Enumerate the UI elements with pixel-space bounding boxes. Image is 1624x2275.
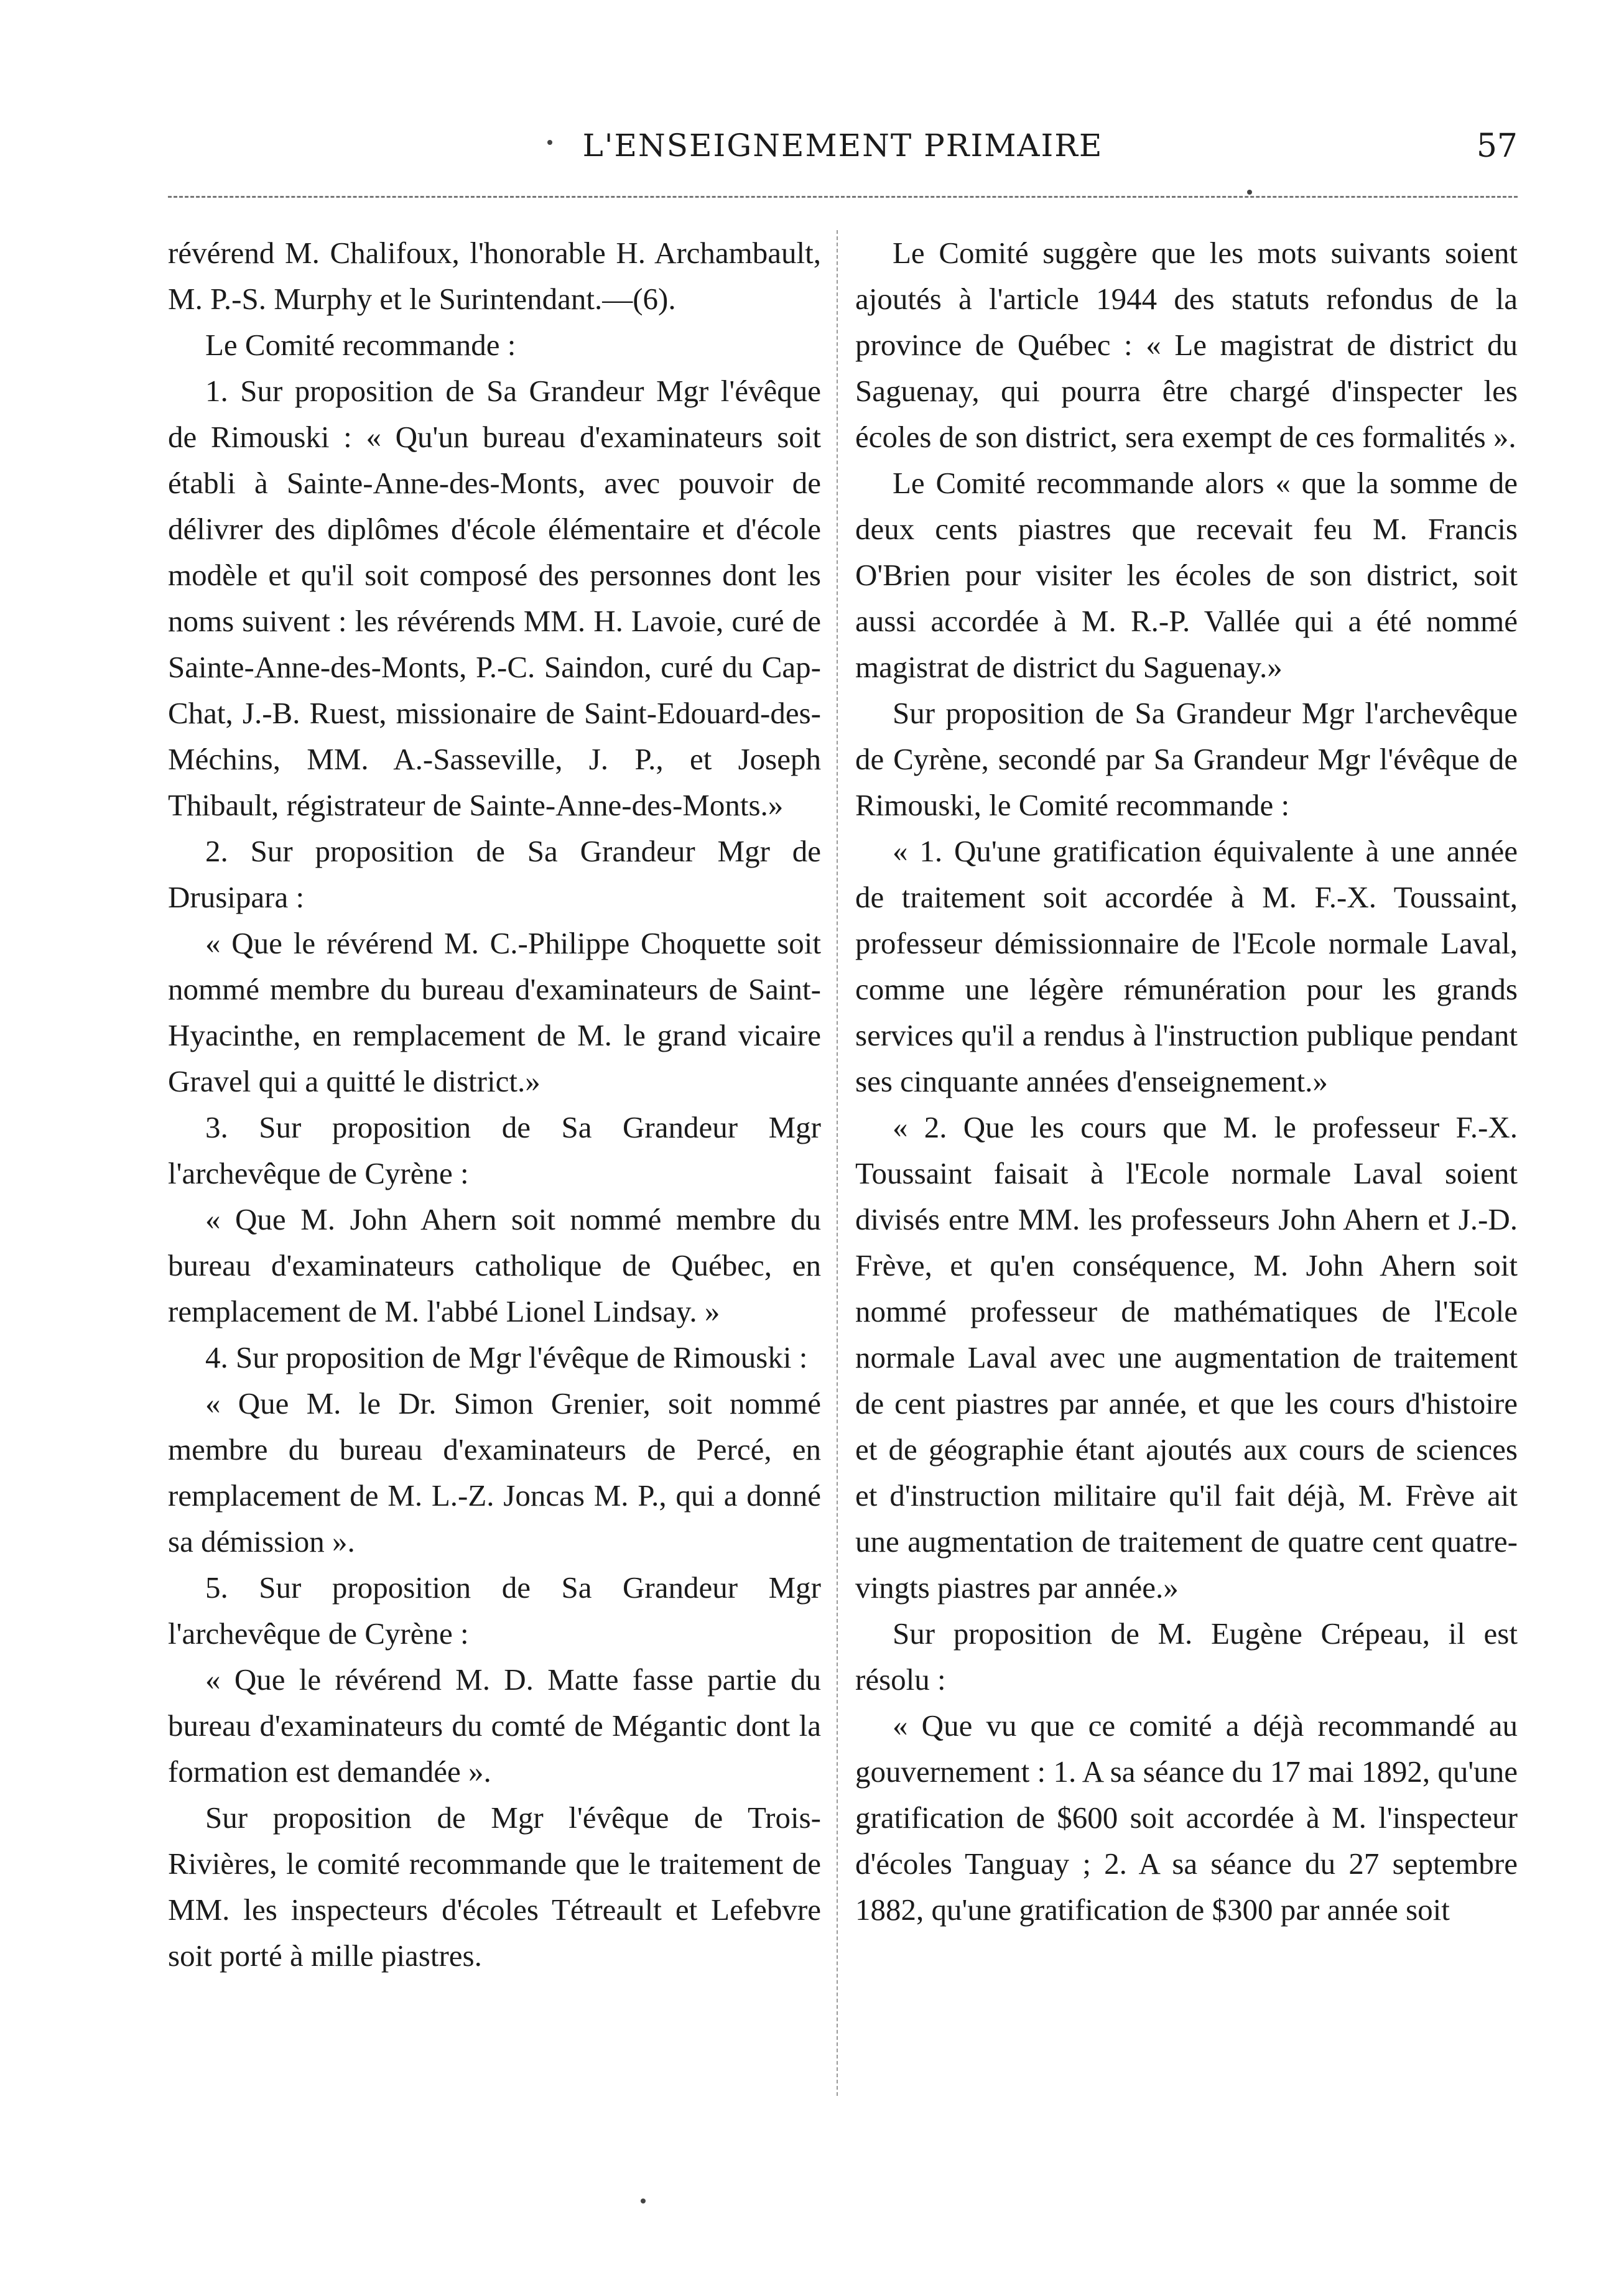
paragraph: Le Comité recommande : — [205, 328, 516, 362]
print-speck — [641, 2199, 646, 2203]
running-title: L'ENSEIGNEMENT PRIMAIRE — [582, 127, 1103, 164]
paragraph: 5. Sur proposition de Sa Grandeur Mgr l'archevêque de Cyrène : — [168, 1570, 821, 1651]
paragraph: 4. Sur proposition de Mgr l'évêque de Rimouski : — [205, 1340, 808, 1374]
paragraph: « Que le révérend M. D. Matte fasse partie du bureau d'examinateurs du comté de Mégantic dont la formation est demandée ». — [168, 1662, 821, 1789]
paragraph: « Que M. John Ahern soit nommé membre du bureau d'examinateurs catholique de Québec, en remplacement de M. l'abbé Lionel Lindsay. » — [168, 1202, 821, 1328]
paragraph: « 2. Que les cours que M. le professeur F.-X. Toussaint faisait à l'Ecole normale Laval soient divisés entre MM. les professeurs John Ahern et J.-D. Frève, et qu'en conséquence, M. John Ahern soit nommé professeur de mathématiques de l'Ecole normale Laval avec une augmentation de traitement de cent piastres par année, et que les cours d'histoire et de géographie étant ajoutés aux cours de sciences et d'instruction militaire qu'il fait déjà, M. Frève ait une augmentation de traitement de quatre cent quatre-vingts piastres par année.» — [855, 1110, 1518, 1605]
print-speck — [547, 140, 552, 145]
paragraph: 1. Sur proposition de Sa Grandeur Mgr l'évêque de Rimouski : « Qu'un bureau d'examinateurs soit établi à Sainte-Anne-des-Monts, avec pouvoir de délivrer des diplômes d'école élémentaire et d'école modèle et qu'il soit composé des personnes dont les noms suivent : les révérends MM. H. Lavoie, curé de Sainte-Anne-des-Monts, P.-C. Saindon, curé du Cap-Chat, J.-B. Ruest, missionaire de Saint-Edouard-des-Méchins, MM. A.-Sasseville, J. P., et Joseph Thibault, régistrateur de Sainte-Anne-des-Monts.» — [168, 374, 821, 822]
paragraph: « 1. Qu'une gratification équivalente à une année de traitement soit accordée à M. F.-X. Toussaint, professeur démissionnaire de l'Ecole normale Laval, comme une légère rémunération pour les grands services qu'il a rendus à l'instruction publique pendant ses cinquante années d'enseignement.» — [855, 834, 1518, 1098]
left-column — [168, 230, 821, 1979]
paragraph: Sur proposition de Mgr l'évêque de Trois-Rivières, le comité recommande que le traitement de MM. les inspecteurs d'écoles Tétreault et Lefebvre soit porté à mille piastres. — [168, 1800, 821, 1973]
paragraph: révérend M. Chalifoux, l'honorable H. Archambault, M. P.-S. Murphy et le Surintendant.—(6). — [168, 236, 821, 316]
paragraph: Le Comité recommande alors « que la somme de deux cents piastres que recevait feu M. Francis O'Brien pour visiter les écoles de son district, soit aussi accordée à M. R.-P. Vallée qui a été nommé magistrat de district du Saguenay.» — [855, 466, 1518, 684]
paragraph: « Que M. le Dr. Simon Grenier, soit nommé membre du bureau d'examinateurs de Percé, en remplacement de M. L.-Z. Joncas M. P., qui a donné sa démission ». — [168, 1386, 821, 1559]
paragraph: 2. Sur proposition de Sa Grandeur Mgr de Drusipara : — [168, 834, 821, 914]
paragraph: Sur proposition de M. Eugène Crépeau, il est résolu : — [855, 1616, 1518, 1697]
header-rule — [168, 196, 1518, 198]
paragraph: Le Comité suggère que les mots suivants soient ajoutés à l'article 1944 des statuts refondus de la province de Québec : « Le magistrat de district du Saguenay, qui pourra être chargé d'inspecter les écoles de son district, sera exempt de ces formalités ». — [855, 236, 1518, 454]
page-number: 57 — [1476, 127, 1518, 165]
paragraph: 3. Sur proposition de Sa Grandeur Mgr l'archevêque de Cyrène : — [168, 1110, 821, 1190]
paragraph: Sur proposition de Sa Grandeur Mgr l'archevêque de Cyrène, secondé par Sa Grandeur Mgr l'évêque de Rimouski, le Comité recommande : — [855, 696, 1518, 822]
right-column — [855, 230, 1518, 1933]
column-divider — [837, 230, 838, 2096]
paragraph: « Que le révérend M. C.-Philippe Choquette soit nommé membre du bureau d'examinateurs de Saint-Hyacinthe, en remplacement de M. le grand vicaire Gravel qui a quitté le district.» — [168, 926, 821, 1098]
page-header — [168, 127, 1518, 177]
print-speck — [1247, 190, 1252, 195]
paragraph: « Que vu que ce comité a déjà recommandé au gouvernement : 1. A sa séance du 17 mai 1892, qu'une gratification de $600 soit accordée à M. l'inspecteur d'écoles Tanguay ; 2. A sa séance du 27 septembre 1882, qu'une gratification de $300 par année soit — [855, 1708, 1518, 1927]
